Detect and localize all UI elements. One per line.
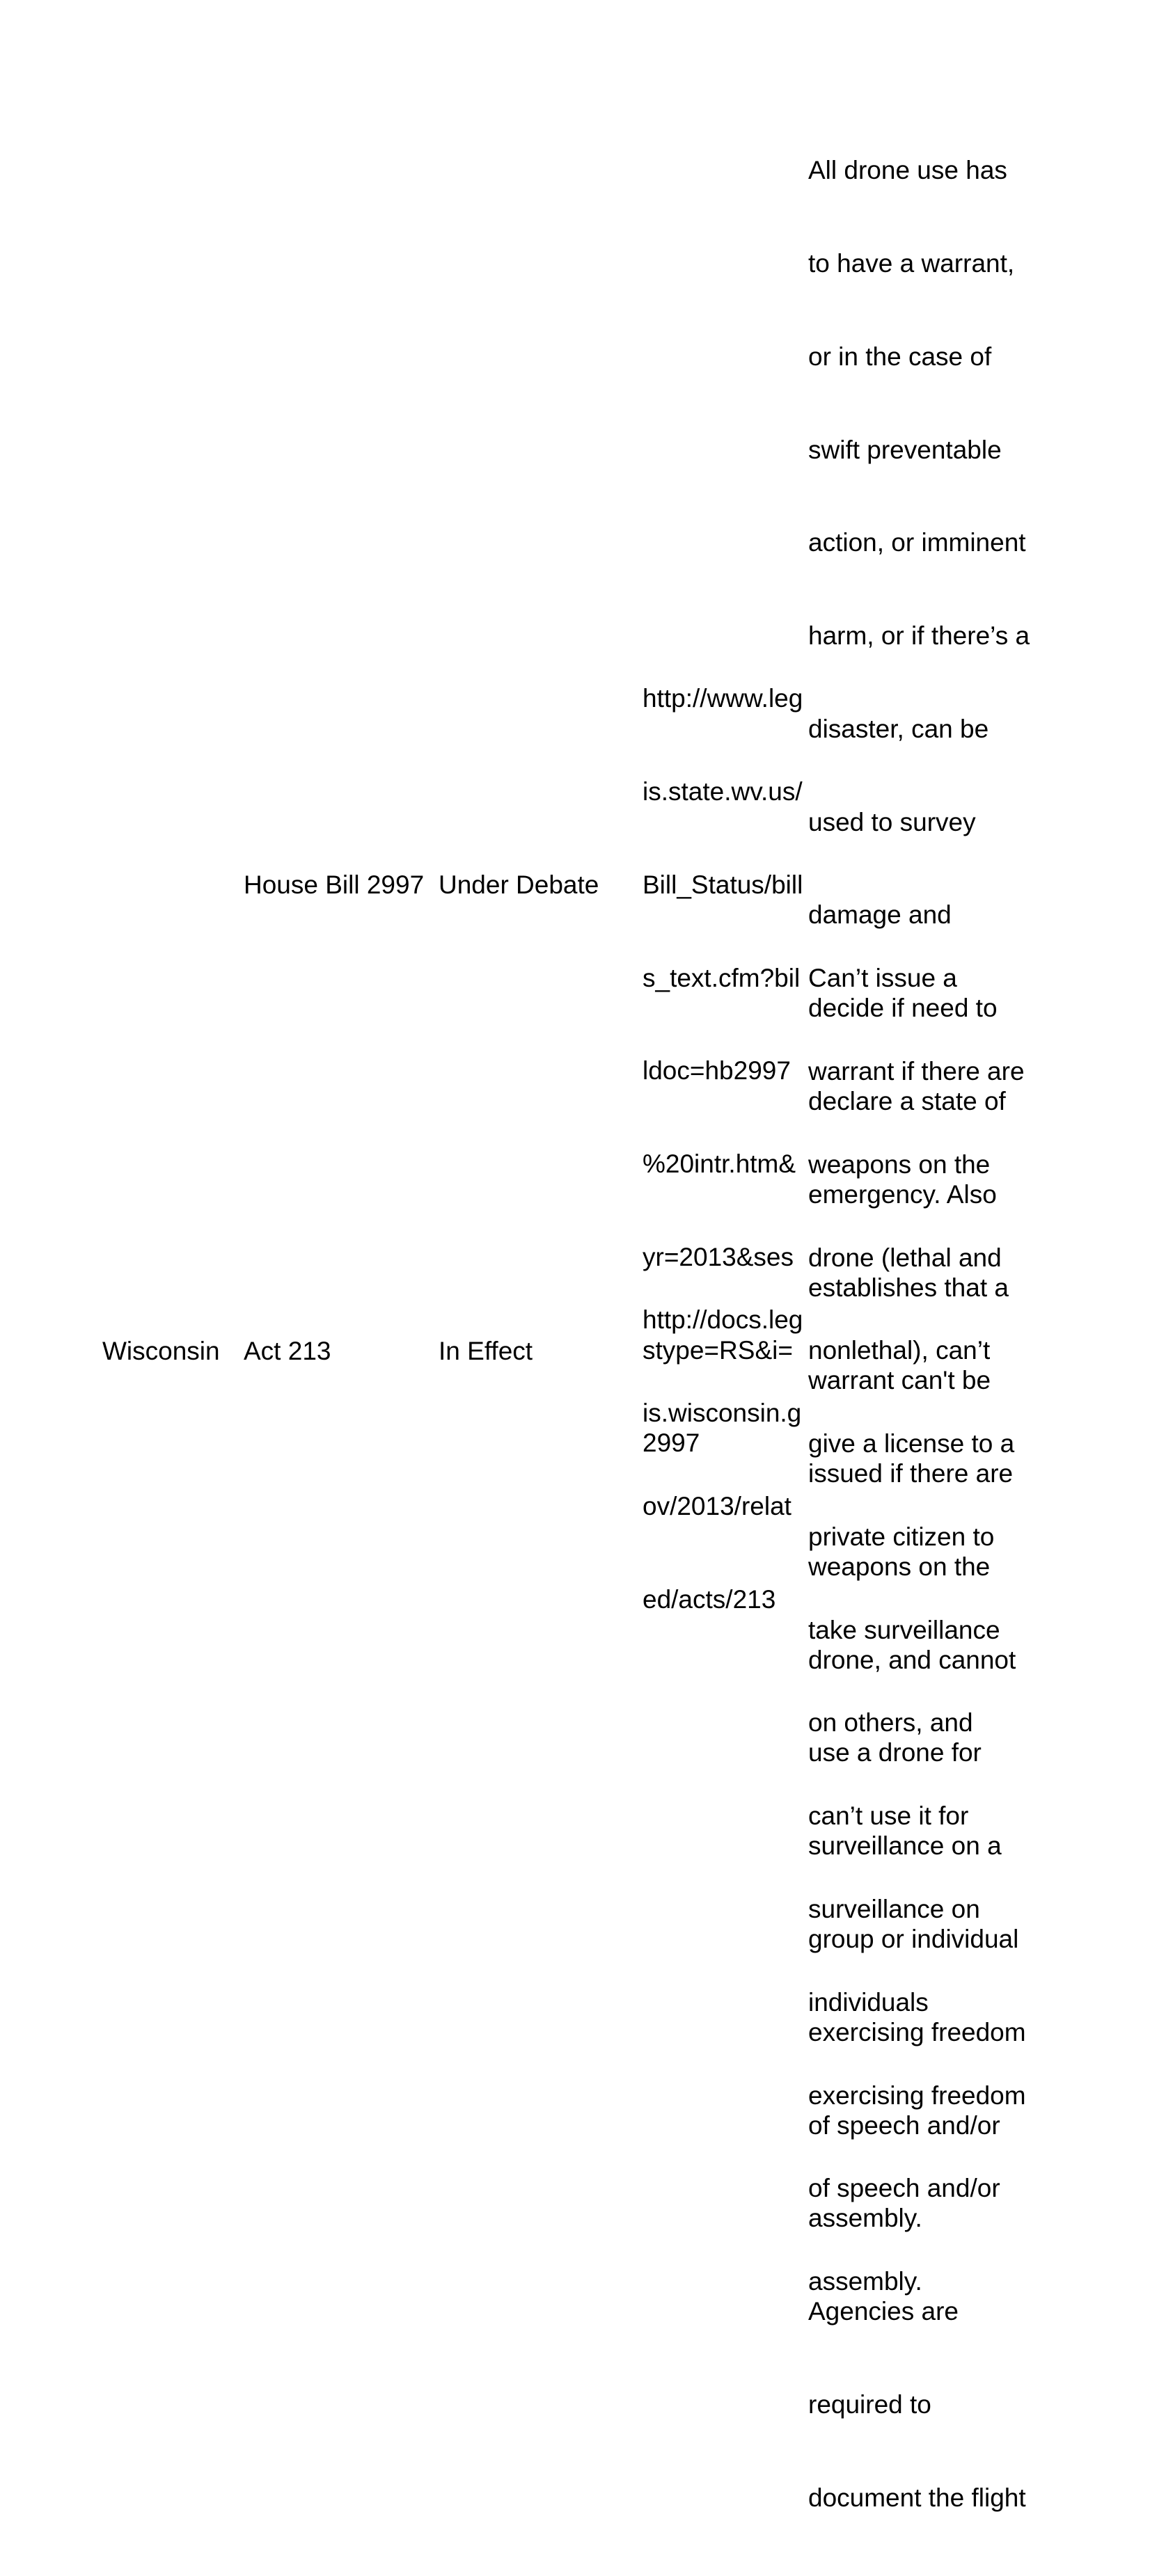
description-line: assembly. [808,2204,922,2233]
link-line: is.wisconsin.g [643,1398,802,1427]
link-line: %20intr.htm& [643,1150,796,1179]
description-line: use a drone for [808,1738,982,1767]
description-line: harm, or if there’s a [808,621,1030,651]
description-line: to have a warrant, [808,248,1015,278]
description-line: drone (lethal and [808,1243,1002,1272]
link-line: http://www.leg [643,684,803,713]
link-line: is.state.wv.us/ [643,777,803,806]
description-line: used to survey [808,807,976,836]
link-line: s_text.cfm?bil [643,963,801,992]
status-cell: Under Debate [439,870,599,899]
description-line: individuals [808,1987,929,2017]
description-line: establishes that a [808,1273,1009,1302]
description-line: disaster, can be [808,714,989,743]
description-line: warrant can't be [808,1366,991,1395]
description-line: can’t use it for [808,1802,969,1831]
description-line: issued if there are [808,1459,1014,1488]
description-line: on others, and [808,1708,973,1738]
description-line: action, or imminent [808,528,1026,557]
description-line: surveillance on [808,1895,980,1923]
link-line: yr=2013&ses [643,1242,794,1271]
description-line: warrant if there are [808,1056,1025,1086]
description-line: weapons on the [808,1552,991,1581]
description-line: Can’t issue a [808,964,957,993]
description-line: decide if need to [808,994,998,1023]
link-line: stype=RS&i= [643,1335,793,1365]
description-line: swift preventable [808,435,1002,464]
bill-cell: House Bill 2997 [244,870,425,899]
description-line: drone, and cannot [808,1645,1016,1674]
description-line: damage and [808,900,952,930]
state-cell: Wisconsin [102,1337,220,1365]
description-line: emergency. Also [808,1179,997,1209]
description-line: declare a state of [808,1087,1006,1115]
description-line: document the flight [808,2483,1026,2512]
description-line: Agencies are [808,2297,959,2326]
link-line: ov/2013/relat [643,1491,791,1520]
link-line: 2997 [643,1429,700,1458]
description-line: nonlethal), can’t [808,1336,991,1365]
description-line: take surveillance [808,1615,1000,1644]
link-line: Bill_Status/bill [643,870,803,899]
link-line: ed/acts/213 [643,1584,776,1614]
bill-cell: Act 213 [244,1337,331,1365]
description-line: exercising freedom [808,2017,1026,2046]
description-line: surveillance on a [808,1831,1002,1861]
description-line: of speech and/or [808,2110,1000,2140]
description-cell [808,901,1026,2360]
description-line: required to [808,2390,931,2419]
link-line: http://docs.leg [643,1305,803,1335]
link-cell [643,1243,803,1677]
description-line: assembly. [808,2267,922,2296]
description-line: weapons on the [808,1150,991,1179]
description-line: group or individual [808,1925,1019,1954]
description-line: or in the case of [808,342,992,371]
description-line: All drone use has [808,156,1007,185]
description-line: of speech and/or [808,2174,1000,2203]
description-line: give a license to a [808,1429,1015,1458]
status-cell: In Effect [439,1337,533,1365]
description-line: private citizen to [808,1522,995,1551]
link-line: ldoc=hb2997 [643,1056,791,1086]
description-line: exercising freedom [808,2081,1026,2110]
